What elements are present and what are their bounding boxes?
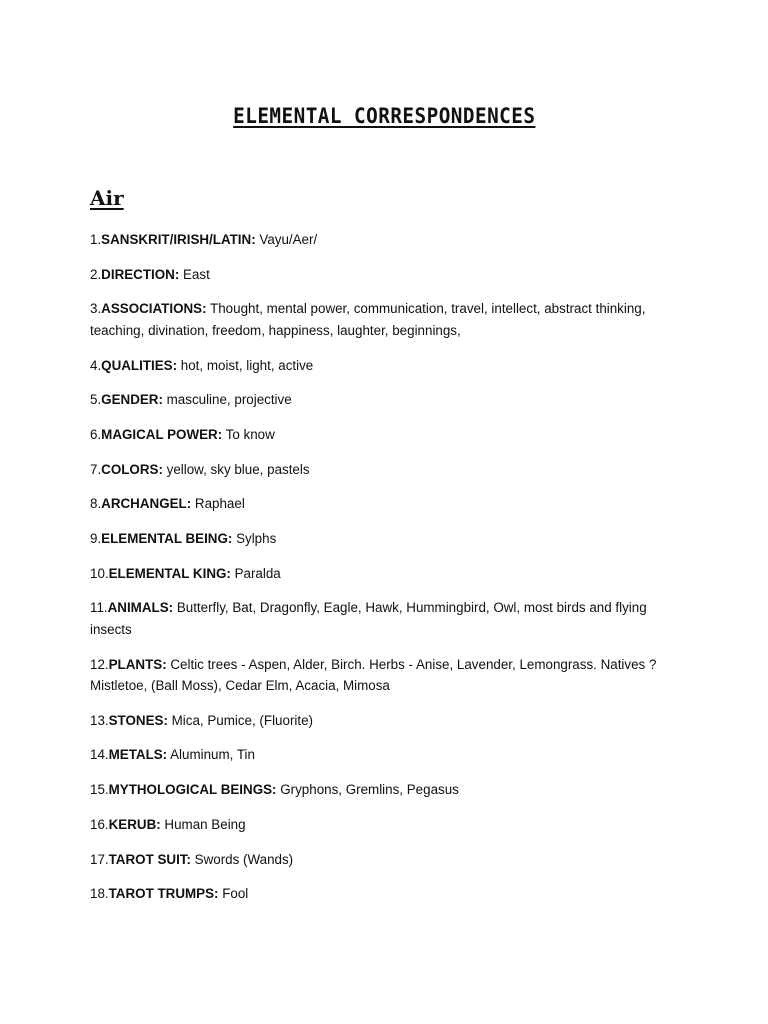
entry-label: STONES: <box>108 712 168 728</box>
entry-number: 17. <box>90 851 109 867</box>
entry-value: hot, moist, light, active <box>177 357 314 373</box>
entry-number: 11. <box>90 600 108 616</box>
correspondence-entry <box>90 493 680 515</box>
entry-label: ASSOCIATIONS: <box>101 301 207 317</box>
correspondence-entry <box>90 597 680 640</box>
entry-label: METALS: <box>108 747 168 763</box>
entry-value: yellow, sky blue, pastels <box>162 461 310 477</box>
correspondence-entry <box>90 424 680 446</box>
entry-value: Gryphons, Gremlins, Pegasus <box>276 782 459 798</box>
entry-number: 2. <box>90 266 102 282</box>
correspondence-entry <box>90 298 680 341</box>
section-heading-air: Air <box>90 186 124 210</box>
entry-label: COLORS: <box>101 461 163 477</box>
correspondence-entry <box>90 849 680 871</box>
entry-label: DIRECTION: <box>101 266 180 282</box>
entry-number: 9. <box>90 531 102 546</box>
entry-number: 4. <box>90 357 102 373</box>
correspondence-entry <box>90 563 680 585</box>
document-title <box>0 94 768 131</box>
entry-value: Raphael <box>191 496 245 512</box>
entry-value: Fool <box>218 886 249 902</box>
entry-value: Mica, Pumice, (Fluorite) <box>167 712 313 728</box>
entry-label: ARCHANGEL: <box>101 496 192 512</box>
correspondence-entry <box>90 744 680 766</box>
entry-number: 8. <box>90 496 102 512</box>
entry-number: 12. <box>90 656 109 672</box>
entry-label: TAROT SUIT: <box>108 851 191 867</box>
correspondence-entry <box>90 389 680 411</box>
entry-value: Sylphs <box>232 531 277 546</box>
entry-value: To know <box>222 426 275 442</box>
entry-label: TAROT TRUMPS: <box>108 886 219 902</box>
entry-value: Swords (Wands) <box>190 851 294 867</box>
entry-number: 5. <box>90 392 102 408</box>
entry-number: 7. <box>90 461 102 477</box>
entry-value: East <box>179 266 210 282</box>
entry-value: Aluminum, Tin <box>167 747 255 763</box>
entry-number: 18. <box>90 886 109 902</box>
correspondence-entry <box>90 710 680 732</box>
entry-label: ELEMENTAL BEING: <box>101 531 233 546</box>
entry-value: masculine, projective <box>162 392 292 408</box>
correspondence-entry <box>90 528 680 550</box>
correspondence-entry <box>90 814 680 836</box>
correspondence-entry <box>90 779 680 801</box>
entry-label: KERUB: <box>108 816 161 832</box>
entry-value: Vayu/Aer/ <box>255 232 318 247</box>
entry-number: 10. <box>90 565 109 581</box>
entry-label: MYTHOLOGICAL BEINGS: <box>108 782 277 798</box>
entry-label: ANIMALS: <box>107 600 174 616</box>
entry-number: 3. <box>90 301 102 317</box>
entry-number: 15. <box>90 782 109 798</box>
correspondence-entry <box>90 654 680 697</box>
entry-label: MAGICAL POWER: <box>101 426 223 442</box>
entry-label: QUALITIES: <box>101 357 178 373</box>
correspondence-list <box>90 229 680 918</box>
entry-value: Thought, mental power, communication, travel, intellect, abstract thinking, teaching, divination, freedom, happiness, laughter, beginnings, <box>90 301 646 338</box>
correspondence-entry <box>90 229 680 251</box>
entry-number: 6. <box>90 426 102 442</box>
document-title-text: ELEMENTAL CORRESPONDENCES <box>232 104 536 128</box>
entry-label: PLANTS: <box>108 656 167 672</box>
entry-label: GENDER: <box>101 392 163 408</box>
entry-value: Human Being <box>160 816 246 832</box>
entry-number: 13. <box>90 712 109 728</box>
entry-number: 1. <box>90 232 102 247</box>
correspondence-entry <box>90 459 680 481</box>
entry-value: Celtic trees - Aspen, Alder, Birch. Herbs - Anise, Lavender, Lemongrass. Natives ? Mistletoe, (Ball Moss), Cedar Elm, Acacia, Mimosa <box>90 656 657 694</box>
entry-value: Paralda <box>230 565 281 581</box>
correspondence-entry <box>90 264 680 286</box>
entry-value: Butterfly, Bat, Dragonfly, Eagle, Hawk, Hummingbird, Owl, most birds and flying insects <box>90 600 647 637</box>
entry-label: ELEMENTAL KING: <box>108 565 231 581</box>
entry-number: 16. <box>90 816 109 832</box>
entry-number: 14. <box>90 747 109 763</box>
correspondence-entry <box>90 883 680 905</box>
entry-label: SANSKRIT/IRISH/LATIN: <box>101 232 256 247</box>
correspondence-entry <box>90 355 680 377</box>
